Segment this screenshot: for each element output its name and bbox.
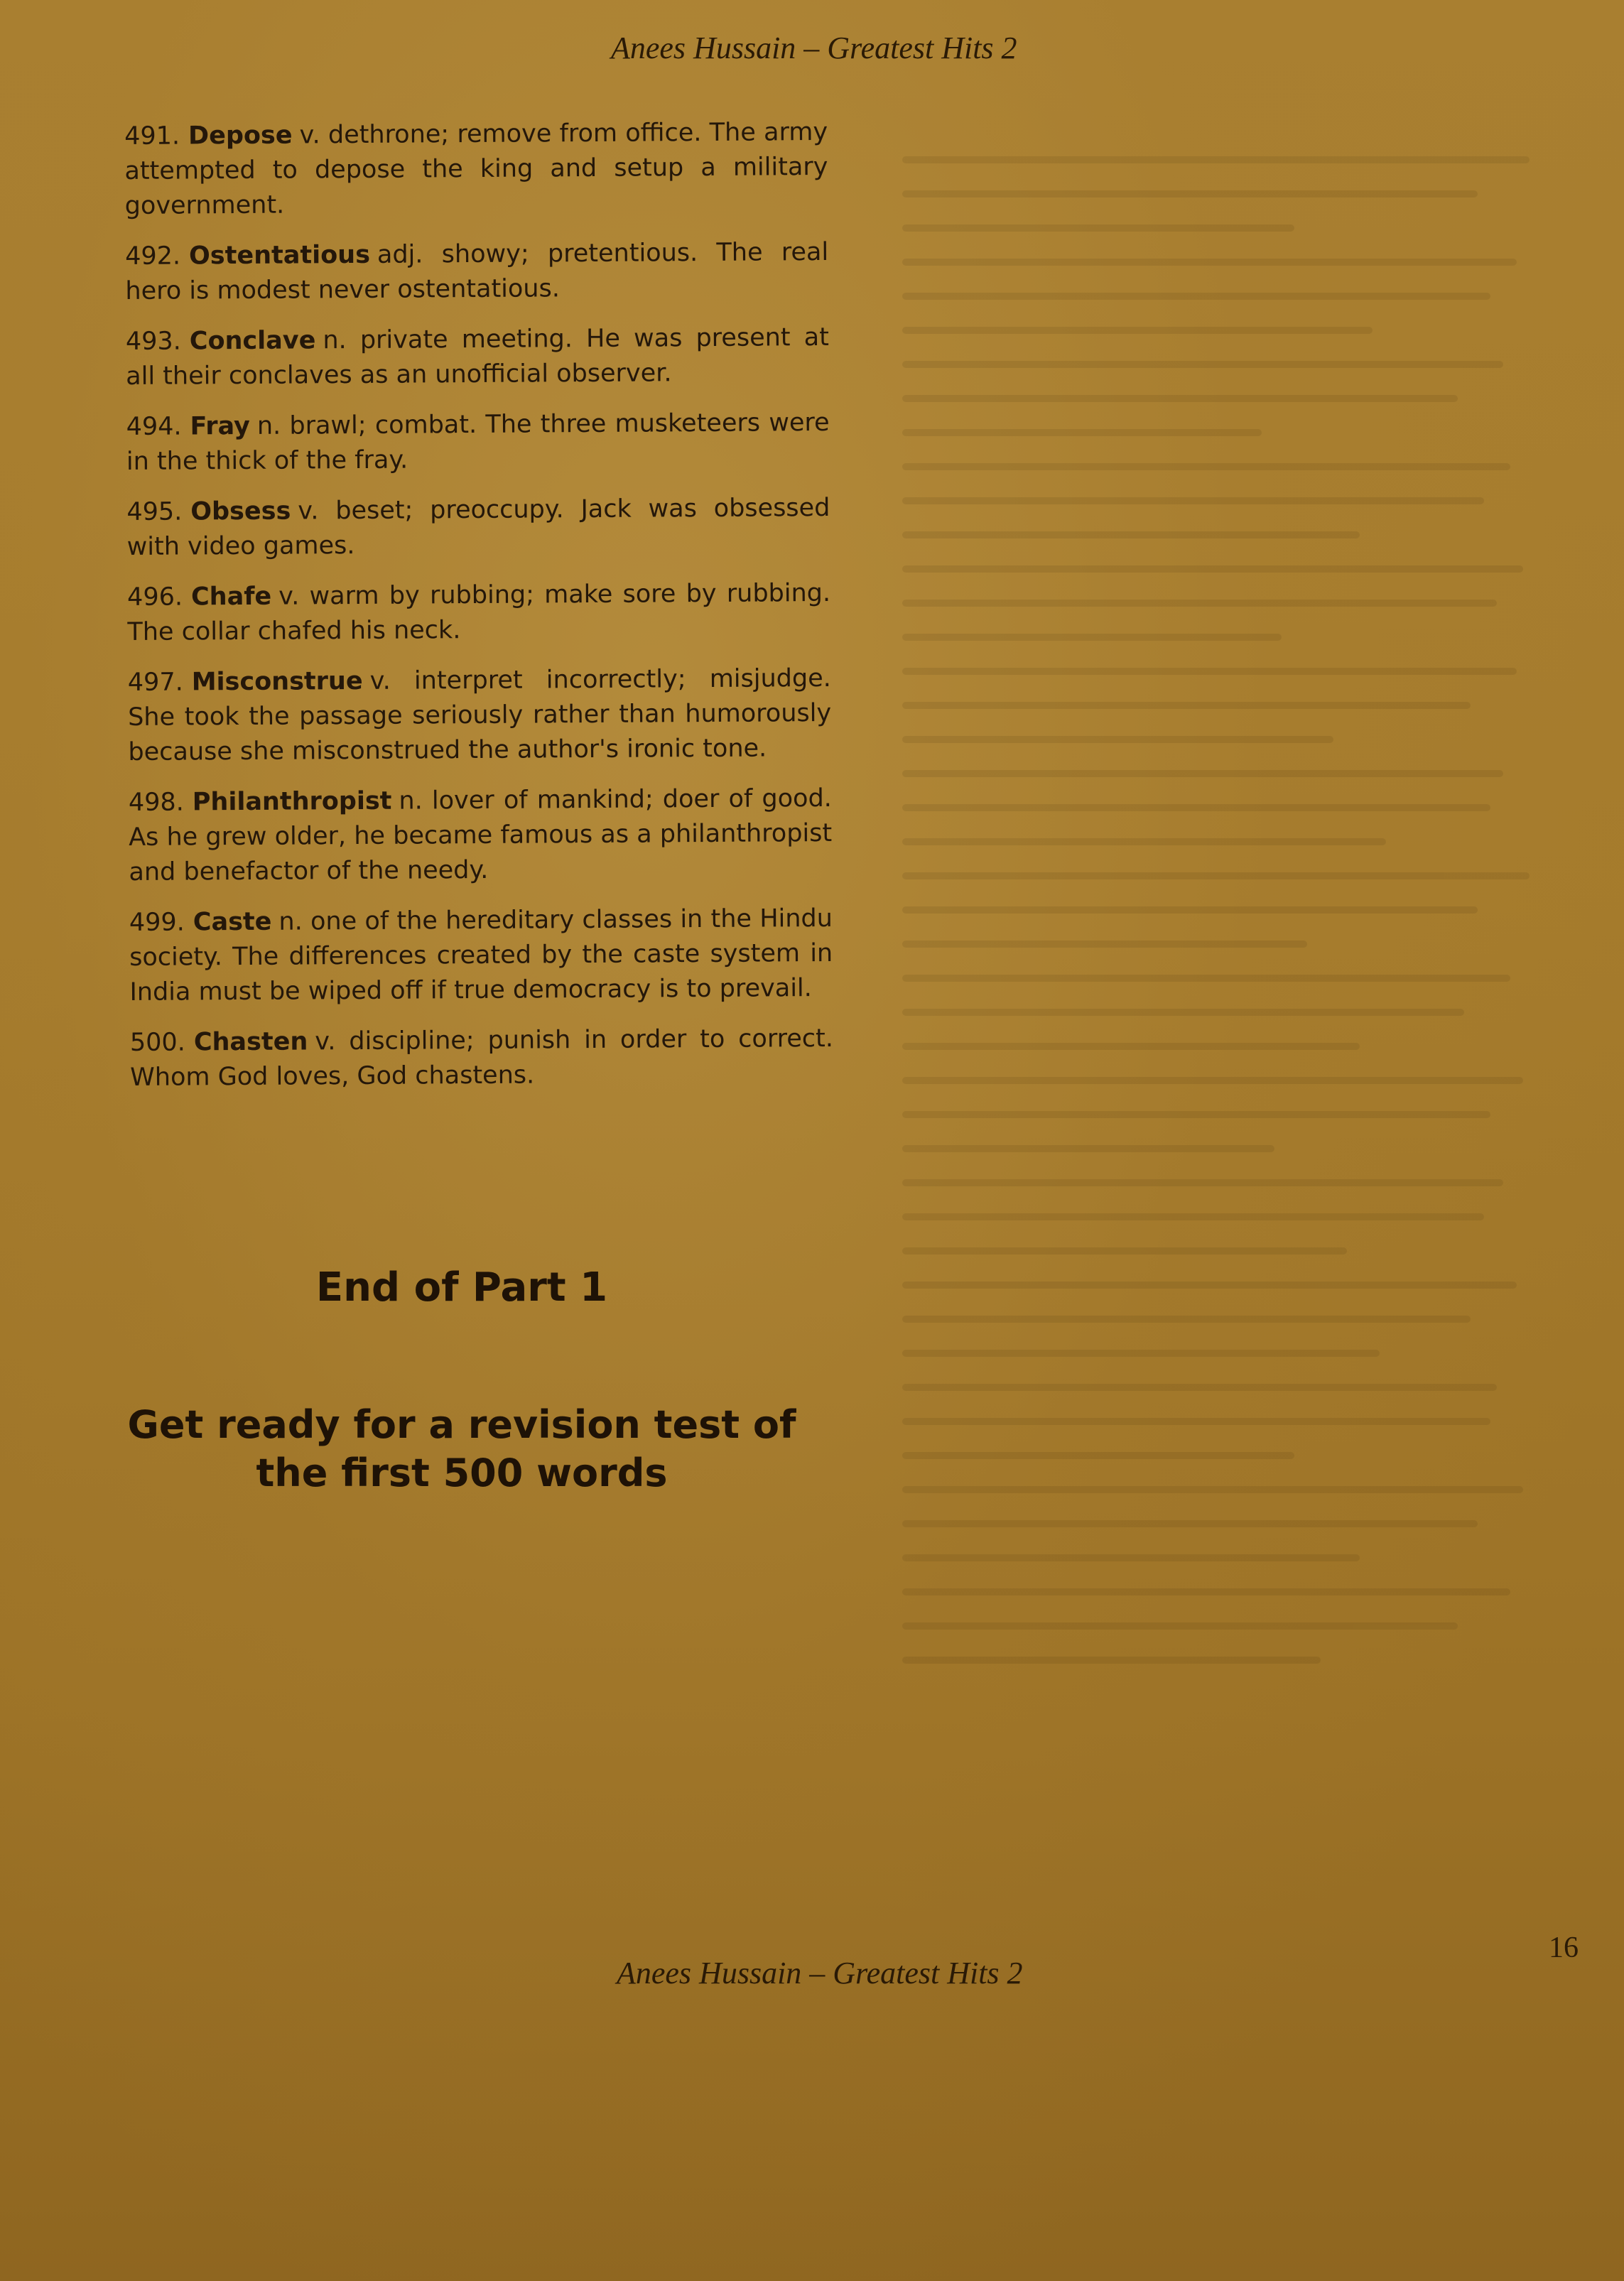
entry-definition: v. beset; preoccupy. Jack was obsessed with video games. bbox=[126, 493, 830, 561]
vocabulary-entry bbox=[129, 901, 833, 1010]
vocabulary-entry bbox=[127, 576, 831, 650]
entry-word: Fray bbox=[190, 411, 250, 441]
vocabulary-list bbox=[124, 115, 834, 1111]
entry-definition: adj. showy; pretentious. The real hero is modest never ostentatious. bbox=[125, 237, 829, 305]
show-through-texture bbox=[902, 156, 1556, 1719]
entry-definition: n. lover of mankind; doer of good. As he grew older, he became famous as a philanthropist and benefactor of the needy. bbox=[129, 784, 833, 887]
entry-number: 500. bbox=[129, 1028, 185, 1057]
entry-number: 494. bbox=[126, 412, 182, 441]
entry-number: 495. bbox=[126, 497, 183, 526]
entry-definition: n. private meeting. He was present at all their conclaves as an unofficial observer. bbox=[126, 323, 830, 391]
entry-definition: n. brawl; combat. The three musketeers were in the thick of the fray. bbox=[126, 408, 830, 476]
entry-number: 492. bbox=[125, 242, 181, 271]
entry-number: 499. bbox=[129, 908, 185, 937]
vocabulary-entry bbox=[126, 406, 830, 480]
revision-line-2: the first 500 words bbox=[256, 1451, 668, 1495]
entry-word: Ostentatious bbox=[188, 240, 371, 271]
vocabulary-entry bbox=[125, 235, 829, 309]
entry-number: 493. bbox=[125, 327, 181, 356]
vocabulary-entry bbox=[128, 661, 832, 770]
entry-word: Philanthropist bbox=[192, 786, 392, 817]
entry-word: Misconstrue bbox=[191, 666, 363, 697]
page-number: 16 bbox=[1549, 1931, 1579, 1964]
vocabulary-entry bbox=[130, 1022, 834, 1095]
entry-word: Conclave bbox=[189, 326, 316, 356]
entry-word: Obsess bbox=[190, 497, 291, 526]
vocabulary-entry bbox=[129, 781, 833, 890]
entry-number: 496. bbox=[126, 583, 183, 612]
revision-notice bbox=[0, 1401, 924, 1497]
entry-definition: v. interpret incorrectly; misjudge. She took the passage seriously rather than humorously because she misconstrued the author's ironic tone. bbox=[128, 663, 832, 766]
vocabulary-entry bbox=[124, 115, 828, 224]
entry-definition: v. discipline; punish in order to correct. Whom God loves, God chastens. bbox=[130, 1024, 834, 1092]
running-footer: Anees Hussain – Greatest Hits 2 bbox=[617, 1956, 1023, 1990]
entry-word: Caste bbox=[193, 907, 272, 937]
entry-number: 491. bbox=[124, 121, 180, 151]
vocabulary-entry bbox=[126, 491, 830, 565]
entry-word: Chasten bbox=[193, 1027, 308, 1057]
entry-number: 498. bbox=[128, 788, 184, 817]
entry-definition: v. warm by rubbing; make sore by rubbing. The collar chafed his neck. bbox=[127, 578, 831, 646]
entry-number: 497. bbox=[127, 668, 183, 697]
running-header: Anees Hussain – Greatest Hits 2 bbox=[611, 31, 1017, 65]
revision-line-1: Get ready for a revision test of bbox=[127, 1402, 796, 1447]
end-of-part-heading: End of Part 1 bbox=[315, 1264, 608, 1311]
entry-word: Depose bbox=[188, 121, 293, 151]
entry-definition: n. one of the hereditary classes in the Hindu society. The differences created by the caste system in India must be wiped off if true democracy is to prevail. bbox=[129, 904, 833, 1007]
vocabulary-entry bbox=[126, 320, 830, 394]
entry-definition: v. dethrone; remove from office. The army attempted to depose the king and setup a military government. bbox=[124, 117, 828, 220]
entry-word: Chafe bbox=[190, 582, 272, 612]
